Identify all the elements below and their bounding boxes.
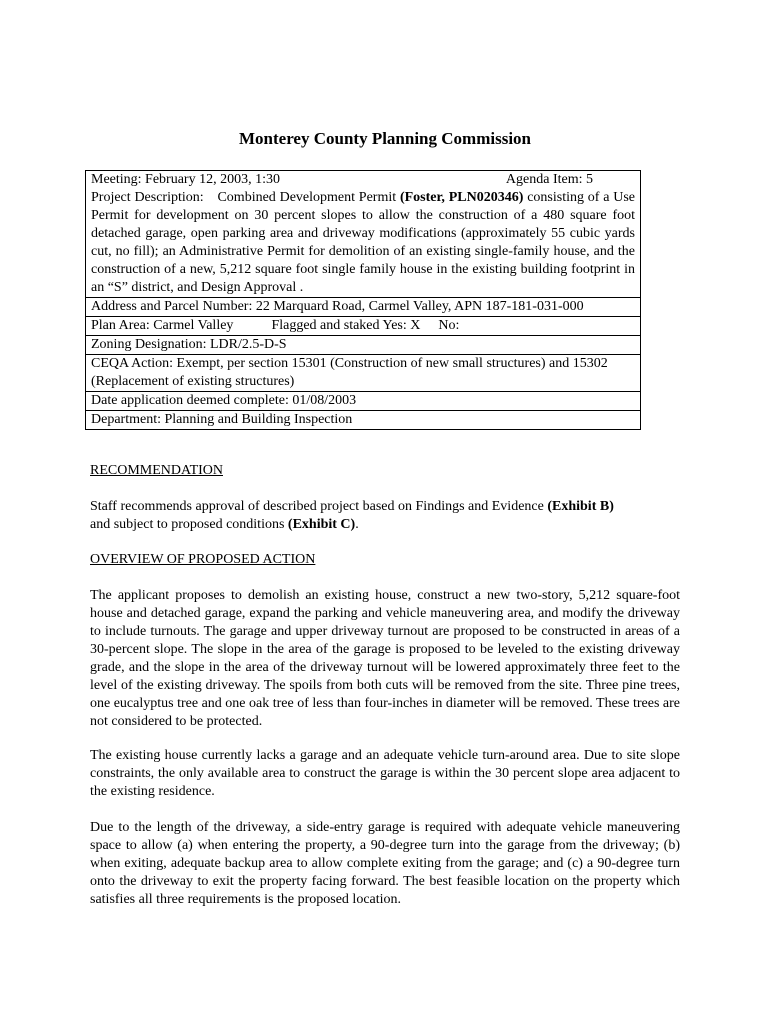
overview-paragraph-1: The applicant proposes to demolish an existing house, construct a new two-story, 5,212 square-foot house and detached garage, expand the parking and vehicle maneuvering area, and modify the driveway to include turnouts. The garage and upper driveway turnout are proposed to be constructed in areas of a 30-percent slope. The slope in the area of the garage is proposed to be leveled to the existing driveway grade, and the slope in the area of the driveway turnout will be lowered approximately three feet to the level of the existing driveway. The spoils from both cuts will be removed from the site. Three pine trees, one eucalyptus tree and one oak tree of less than four-inches in diameter will be removed. These trees are not considered to be protected. bbox=[90, 588, 680, 729]
plan-area: Plan Area: Carmel Valley bbox=[91, 318, 234, 333]
recommendation-text: Staff recommends approval of described project based on Findings and Evidence (Exhibit B) and subject to proposed conditions (Exhibit C). bbox=[90, 499, 614, 532]
page-title: Monterey County Planning Commission bbox=[238, 129, 531, 148]
date-complete: Date application deemed complete: 01/08/2003 bbox=[86, 392, 641, 411]
zoning-row bbox=[86, 336, 641, 355]
ceqa-action: CEQA Action: Exempt, per section 15301 (Construction of new small structures) and 15302 (Replacement of existing structures) bbox=[86, 355, 641, 392]
plan-area-row bbox=[86, 317, 641, 336]
department-row bbox=[86, 411, 641, 430]
project-applicant: (Foster, PLN020346) bbox=[399, 190, 524, 205]
exhibit-c: (Exhibit C) bbox=[287, 517, 356, 532]
overview-heading: OVERVIEW OF PROPOSED ACTION bbox=[90, 552, 316, 567]
exhibit-b: (Exhibit B) bbox=[547, 499, 614, 514]
project-description bbox=[91, 189, 635, 297]
department: Department: Planning and Building Inspection bbox=[86, 411, 641, 430]
address-parcel: Address and Parcel Number: 22 Marquard Road, Carmel Valley, APN 187-181-031-000 bbox=[86, 298, 641, 317]
meeting-date: Meeting: February 12, 2003, 1:30 bbox=[91, 172, 280, 187]
meeting-row bbox=[86, 171, 641, 298]
agenda-item: Agenda Item: 5 bbox=[505, 172, 593, 187]
project-description-pre: Combined Development Permit bbox=[217, 190, 397, 205]
date-row bbox=[86, 392, 641, 411]
project-info-table bbox=[85, 170, 641, 430]
flagged-no: No: bbox=[438, 318, 460, 333]
overview-paragraph-2: The existing house currently lacks a garage and an adequate vehicle turn-around area. Due to site slope constraints, the only available area to construct the garage is within the 30 percent slope area adjacent to the existing residence. bbox=[90, 748, 680, 799]
recommendation-heading: RECOMMENDATION bbox=[90, 463, 223, 478]
ceqa-row bbox=[86, 355, 641, 392]
overview-paragraph-3: Due to the length of the driveway, a side-entry garage is required with adequate vehicle maneuvering space to allow (a) when entering the property, a 90-degree turn into the garage from the driveway; (b) when exiting, adequate backup area to allow complete exiting from the garage; and (c) a 90-degree turn onto the driveway to exit the property facing forward. The best feasible location on the property which satisfies all three requirements is the proposed location. bbox=[90, 820, 680, 907]
project-description-text: consisting of a Use Permit for development on 30 percent slopes to allow the construction of a 480 square foot detached garage, open parking area and driveway modifications (approximately 55 cubic yards cut, no fill); an Administrative Permit for demolition of an existing single-family house, and the construction of a new, 5,212 square foot single family house in the existing building footprint in an “S” district, and Design Approval . bbox=[91, 190, 636, 295]
address-row bbox=[86, 298, 641, 317]
project-description-label: Project Description: bbox=[91, 190, 204, 205]
zoning-designation: Zoning Designation: LDR/2.5-D-S bbox=[86, 336, 641, 355]
flagged-staked: Flagged and staked Yes: X bbox=[271, 318, 421, 333]
